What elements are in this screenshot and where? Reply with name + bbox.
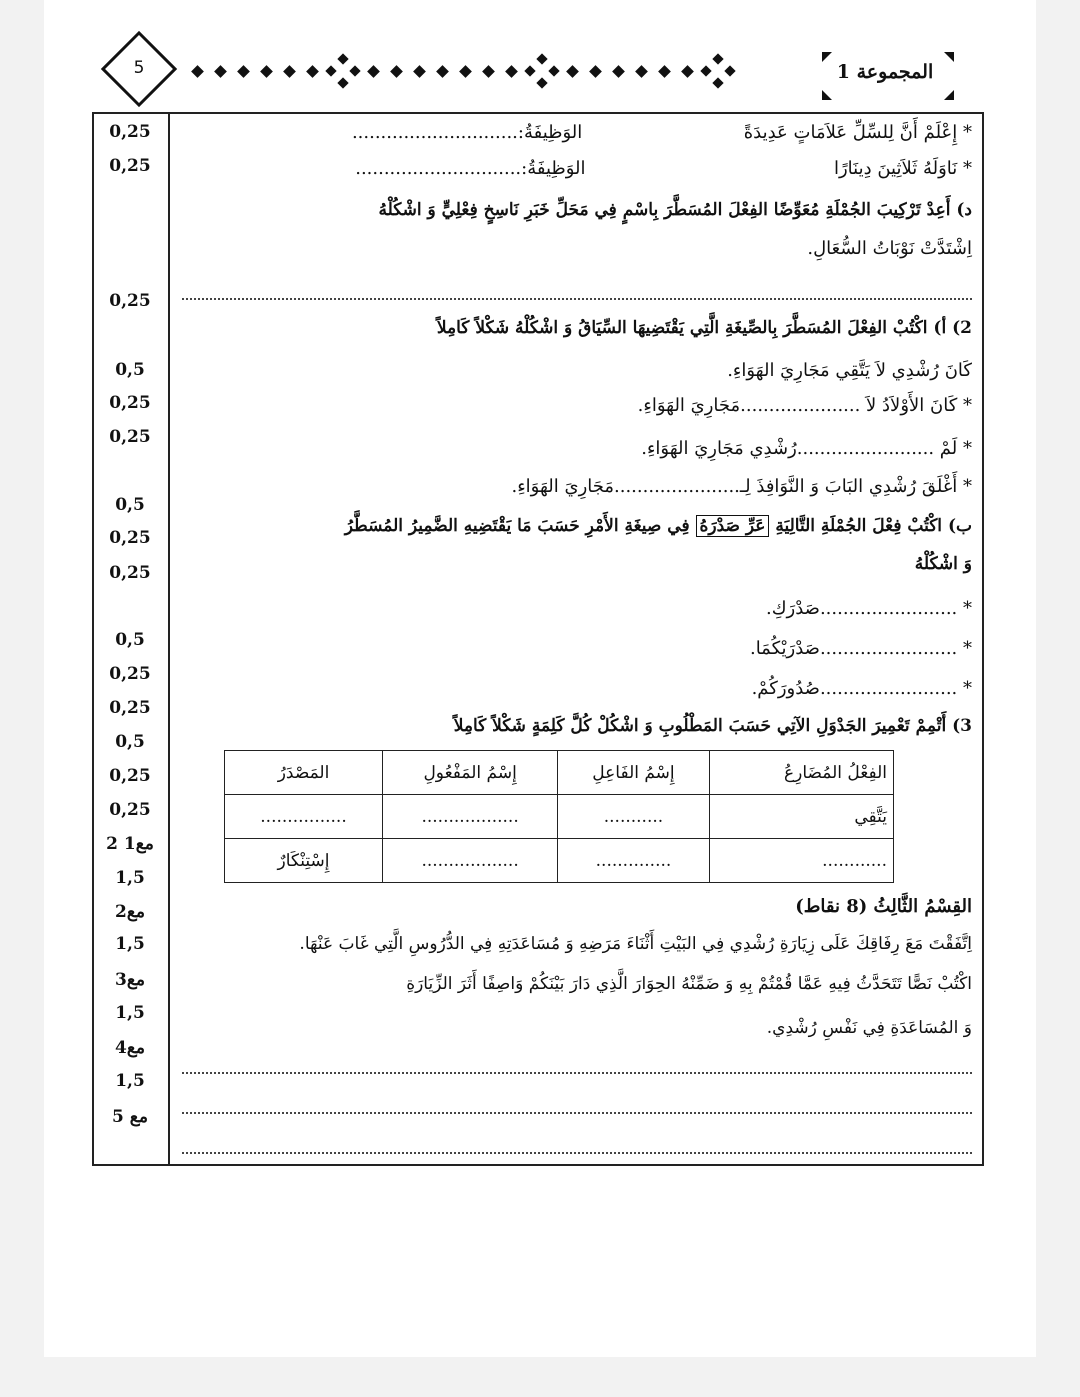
- function-blank[interactable]: الوَظِيفَةُ:.............................: [355, 158, 586, 179]
- answer-line[interactable]: [182, 1112, 972, 1114]
- answer-line[interactable]: [182, 1072, 972, 1074]
- table-row: [225, 839, 894, 883]
- answer-line[interactable]: [182, 298, 972, 300]
- table-cell: يَتَّقِي: [709, 795, 893, 839]
- table-cell[interactable]: ...........: [558, 795, 710, 839]
- question-instruction: ب) اكْتُبْ فِعْلَ الجُمْلَةِ التَّالِيَةِ عَرِّ صَدْرَهُ فِي صِيغَةِ الأَمْرِ حَسَبَ مَا يَقْتَضِيهِ الضَّمِيرُ المُسَطَّرُ: [344, 516, 972, 536]
- boxed-verb: عَرِّ صَدْرَهُ: [696, 515, 770, 537]
- fill-in-item[interactable]: * ........................صُدُورَكُمْ.: [751, 678, 972, 699]
- score-value: 1,5: [115, 934, 145, 954]
- table-cell[interactable]: ..................: [383, 839, 558, 883]
- score-value: 0,25: [109, 156, 151, 176]
- fill-in-item[interactable]: * لَمْ ........................رُشْدِي مَجَارِيَ الهَوَاءِ.: [641, 438, 972, 459]
- prompt-paragraph: وَ المُسَاعَدَةِ فِي نَفْسِ رُشْدِي.: [766, 1018, 972, 1038]
- fill-in-item[interactable]: * كَانَ الأَوْلاَدُ لاَ .....................مَجَارِيَ الهَوَاءِ.: [637, 395, 972, 416]
- score-value: مع2: [115, 902, 145, 922]
- fill-in-item[interactable]: * ........................صَدْرَيْكُمَا.: [749, 638, 972, 659]
- table-header: المَصْدَرُ: [225, 751, 383, 795]
- score-value: 0,25: [109, 766, 151, 786]
- score-value: مع4: [115, 1038, 145, 1058]
- function-blank[interactable]: الوَظِيفَةُ:.............................: [351, 122, 583, 143]
- score-value: 1,5: [115, 1003, 145, 1023]
- question-instruction: د) أَعِدْ تَرْكِيبَ الجُمْلَةِ مُعَوِّضًا الفِعْلَ المُسَطَّرَ بِاسْمٍ فِي مَحَلِّ خَبَرِ نَاسِخٍ فِعْلِيٍّ وَ اشْكُلْهُ: [378, 200, 972, 220]
- sentence-line: * إِعْلَمْ أَنَّ لِلسِّلِّ عَلاَمَاتٍ عَدِيدَةً الوَظِيفَةُ:.............................: [351, 122, 972, 143]
- prompt-paragraph: اِتَّفَقْتَ مَعَ رِفَاقِكَ عَلَى زِيَارَةِ رُشْدِي فِي البَيْتِ أَثْنَاءَ مَرَضِهِ وَ مُسَاعَدَتِهِ فِي الدُّرُوسِ الَّتِي غَابَ عَنْهَا.: [299, 934, 972, 954]
- table-cell[interactable]: ..............: [558, 839, 710, 883]
- score-value: 0,25: [109, 528, 151, 548]
- table-header-row: [225, 751, 894, 795]
- score-value: 0,25: [109, 800, 151, 820]
- page-header: [0, 0, 1080, 112]
- score-value: 2 مع1: [106, 834, 154, 854]
- score-value: 0,25: [109, 698, 151, 718]
- score-column: [94, 114, 170, 1164]
- table-cell[interactable]: ................: [225, 795, 383, 839]
- score-value: 0,5: [115, 630, 145, 650]
- score-value: مع3: [115, 970, 145, 990]
- sentence-line: اِشْتَدَّتْ نَوْبَاتُ السُّعَالِ.: [807, 238, 972, 259]
- example-sentence: كَانَ رُشْدِي لاَ يَتَّقِي مَجَارِيَ الهَوَاءِ.: [727, 360, 972, 381]
- table-row: [225, 795, 894, 839]
- decorative-diamond-border: [186, 56, 806, 86]
- table-header: إِسْمُ المَفْعُولِ: [383, 751, 558, 795]
- score-value: 0,25: [109, 664, 151, 684]
- answer-line[interactable]: [182, 1152, 972, 1154]
- score-value: 0,5: [115, 360, 145, 380]
- group-label: المجموعة 1: [836, 61, 934, 83]
- exercise-frame: [92, 112, 984, 1166]
- score-value: 0,25: [109, 427, 151, 447]
- score-value: 0,5: [115, 732, 145, 752]
- question-instruction: 2) أ) اكْتُبْ الفِعْلَ المُسَطَّرَ بِالصِّيغَةِ الَّتِي يَقْتَضِيهَا السِّيَاقُ وَ اشْكُلْهُ شَكْلاً كَامِلاً: [436, 318, 972, 338]
- conjugation-table: [224, 750, 894, 883]
- question-instruction: 3) أَتْمِمْ تَعْمِيرَ الجَدْوَلِ الآتِي حَسَبَ المَطْلُوبِ وَ اشْكُلْ كُلَّ كَلِمَةٍ شَكْلاً كَامِلاً: [453, 716, 972, 736]
- score-value: مع 5: [112, 1107, 148, 1127]
- table-header: الفِعْلُ المُضَارِعُ: [709, 751, 893, 795]
- table-header: إِسْمُ الفَاعِلِ: [558, 751, 710, 795]
- section-title: القِسْمُ الثَّالِثُ (8 نقاط): [795, 896, 972, 917]
- score-value: 0,25: [109, 291, 151, 311]
- score-value: 0,25: [109, 122, 151, 142]
- page-number: 5: [133, 58, 145, 78]
- table-cell: إِسْتِنْكَارٌ: [225, 839, 383, 883]
- score-value: 0,25: [109, 393, 151, 413]
- question-instruction: وَ اشْكُلْهُ: [914, 554, 972, 574]
- prompt-paragraph: اكْتُبْ نَصًّا تَتَحَدَّثُ فِيهِ عَمَّا قُمْتُمْ بِهِ وَ ضَمِّنْهُ الحِوَارَ الَّذِي دَارَ بَيْنَكُمْ وَاصِفًا أَثَرَ الزِّيَارَةِ: [406, 974, 972, 994]
- exercise-content: [172, 114, 984, 1164]
- score-value: 1,5: [115, 868, 145, 888]
- fill-in-item[interactable]: * أَغْلَقَ رُشْدِي البَابَ وَ النَّوَافِذَ لِـ......................مَجَارِيَ الهَوَاءِ.: [511, 476, 972, 497]
- fill-in-item[interactable]: * ........................صَدْرَكِ.: [765, 598, 972, 619]
- table-cell[interactable]: ............: [709, 839, 893, 883]
- sentence-line: * نَاوَلَهُ ثَلاَثِينَ دِينَارًا الوَظِيفَةُ:.............................: [355, 158, 972, 179]
- table-cell[interactable]: ..................: [383, 795, 558, 839]
- score-value: 1,5: [115, 1071, 145, 1091]
- score-value: 0,25: [109, 563, 151, 583]
- score-value: 0,5: [115, 495, 145, 515]
